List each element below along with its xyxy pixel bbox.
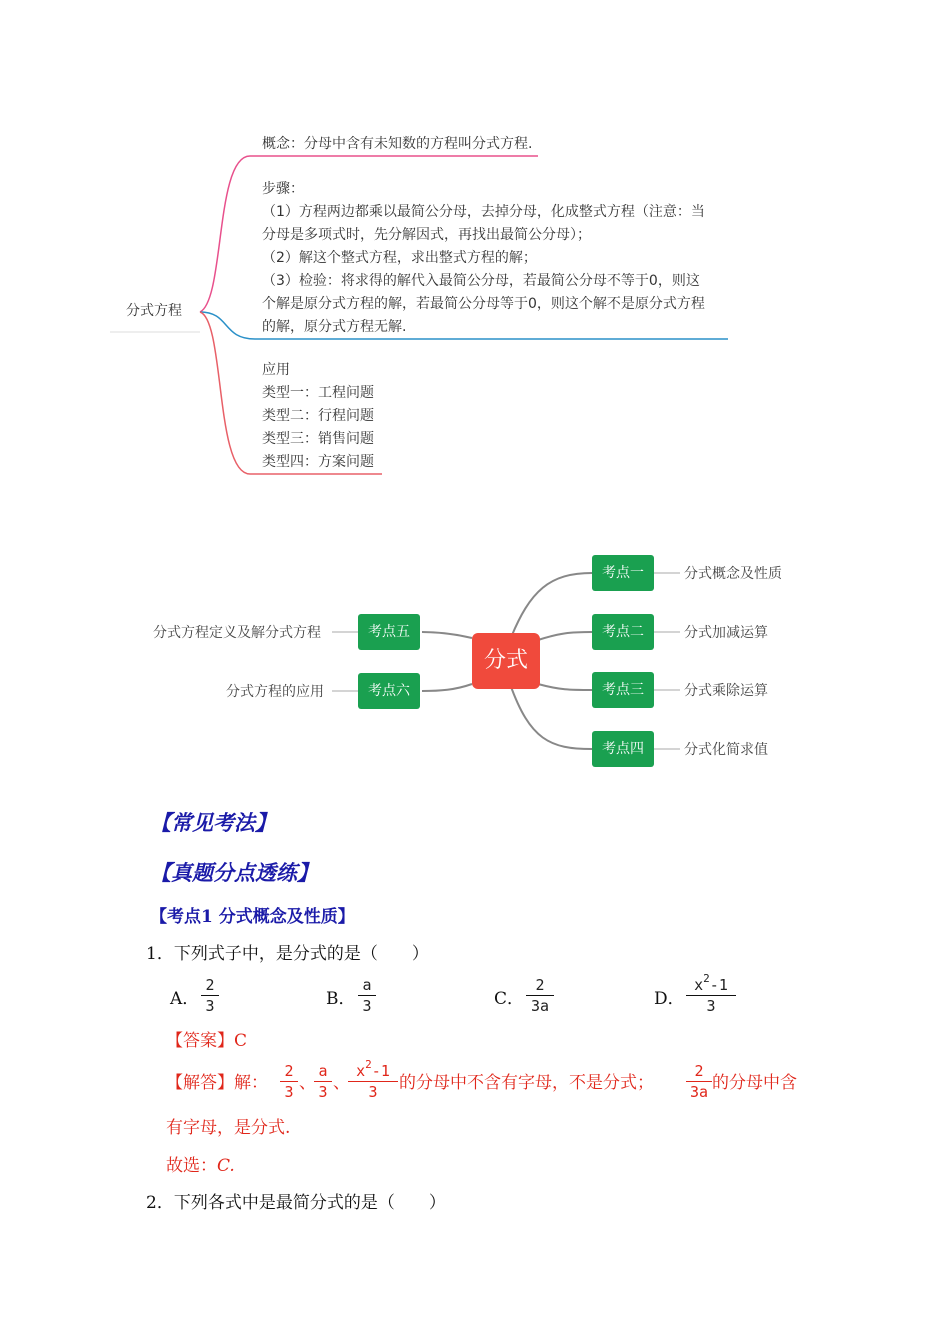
frac-num: 2	[694, 1062, 704, 1080]
mindmap1-root: 分式方程	[126, 303, 182, 319]
analysis-frac-3	[348, 1058, 398, 1101]
exponent: 2	[703, 972, 710, 985]
steps-line: 步骤：	[262, 181, 304, 197]
steps-line: 分母是多项式时，先分解因式，再找出最简公分母）；	[262, 227, 591, 243]
choice-value: C.	[217, 1156, 235, 1176]
analysis-sep-2: 、	[333, 1073, 350, 1093]
steps-line: （2）解这个整式方程，求出整式方程的解；	[262, 250, 537, 266]
q1-option-a: A．	[170, 989, 200, 1009]
var-x: x	[356, 1062, 366, 1080]
node-kaodian-2: 考点二	[592, 614, 654, 650]
node-kaodian-6: 考点六	[358, 673, 420, 709]
frac-den: 3a	[530, 997, 550, 1015]
node-kaodian-3: 考点三	[592, 672, 654, 708]
exponent: 2	[365, 1058, 372, 1071]
q1-analysis-label: 【解答】解：	[166, 1073, 268, 1093]
frac-den: 3	[318, 1083, 328, 1101]
q1-option-c: C．	[494, 989, 525, 1009]
q1-frac-d	[686, 972, 736, 1015]
q1-option-d: D．	[654, 989, 685, 1009]
leaf-3: 分式乘除运算	[684, 683, 768, 699]
frac-num: 2	[205, 976, 215, 994]
app-line: 类型四：方案问题	[262, 454, 374, 470]
steps-line: （1）方程两边都乘以最简公分母，去掉分母，化成整式方程（注意：当	[262, 204, 705, 220]
frac-num	[348, 1058, 398, 1080]
analysis-frac-1	[280, 1062, 298, 1101]
frac-den: 3a	[689, 1083, 709, 1101]
answer-label: 【答案】	[166, 1031, 234, 1051]
analysis-line-2: 有字母，是分式.	[166, 1118, 291, 1138]
q1-frac-b	[358, 976, 376, 1015]
leaf-2: 分式加减运算	[684, 625, 768, 641]
heading-practice: 【真题分点透练】	[150, 860, 318, 885]
frac-num: 2	[535, 976, 545, 994]
leaf-6: 分式方程的应用	[226, 684, 324, 700]
leaf-1: 分式概念及性质	[684, 566, 782, 582]
frac-num	[686, 972, 736, 994]
frac-den: 3	[362, 997, 372, 1015]
kaodian-1-title: 【考点1 分式概念及性质】	[150, 907, 355, 927]
app-line: 应用	[262, 362, 290, 378]
steps-line: 个解是原分式方程的解，若最简公分母等于0，则这个解不是原分式方程	[262, 296, 705, 312]
mindmap1-concept: 概念：分母中含有未知数的方程叫分式方程.	[262, 136, 533, 152]
frac-den: 3	[205, 997, 215, 1015]
frac-num: a	[362, 976, 372, 994]
q1-choice	[166, 1151, 235, 1176]
node-kaodian-1: 考点一	[592, 555, 654, 591]
app-line: 类型二：行程问题	[262, 408, 374, 424]
analysis-frac-2	[314, 1062, 332, 1101]
analysis-mid: 的分母中不含有字母，不是分式；	[399, 1073, 654, 1093]
app-line: 类型三：销售问题	[262, 431, 374, 447]
node-kaodian-4: 考点四	[592, 731, 654, 767]
steps-line: 的解，原分式方程无解.	[262, 319, 407, 335]
num-tail: -1	[371, 1062, 390, 1080]
leaf-4: 分式化简求值	[684, 742, 768, 758]
analysis-sep-1: 、	[299, 1073, 316, 1093]
node-kaodian-5: 考点五	[358, 614, 420, 650]
q1-option-b: B．	[326, 989, 356, 1009]
choice-label: 故选：	[166, 1156, 217, 1176]
mindmap2-center: 分式	[472, 633, 540, 689]
frac-num: a	[318, 1062, 328, 1080]
frac-den: 3	[706, 997, 716, 1015]
num-tail: -1	[709, 976, 728, 994]
frac-den: 3	[368, 1083, 378, 1101]
analysis-frac-4	[686, 1062, 712, 1101]
q1-answer	[166, 1026, 247, 1051]
var-x: x	[694, 976, 704, 994]
steps-line: （3）检验：将求得的解代入最简公分母，若最简公分母不等于0，则这	[262, 273, 700, 289]
heading-common-methods: 【常见考法】	[150, 810, 276, 835]
q1-stem: 1．下列式子中，是分式的是（ ）	[146, 944, 429, 964]
frac-num: 2	[284, 1062, 294, 1080]
q1-frac-a	[201, 976, 219, 1015]
answer-value: C	[234, 1031, 248, 1051]
app-line: 类型一：工程问题	[262, 385, 374, 401]
leaf-5: 分式方程定义及解分式方程	[153, 625, 321, 641]
frac-den: 3	[284, 1083, 294, 1101]
q1-frac-c	[526, 976, 554, 1015]
analysis-end: 的分母中含	[712, 1073, 797, 1093]
q2-stem: 2．下列各式中是最简分式的是（ ）	[146, 1193, 446, 1213]
